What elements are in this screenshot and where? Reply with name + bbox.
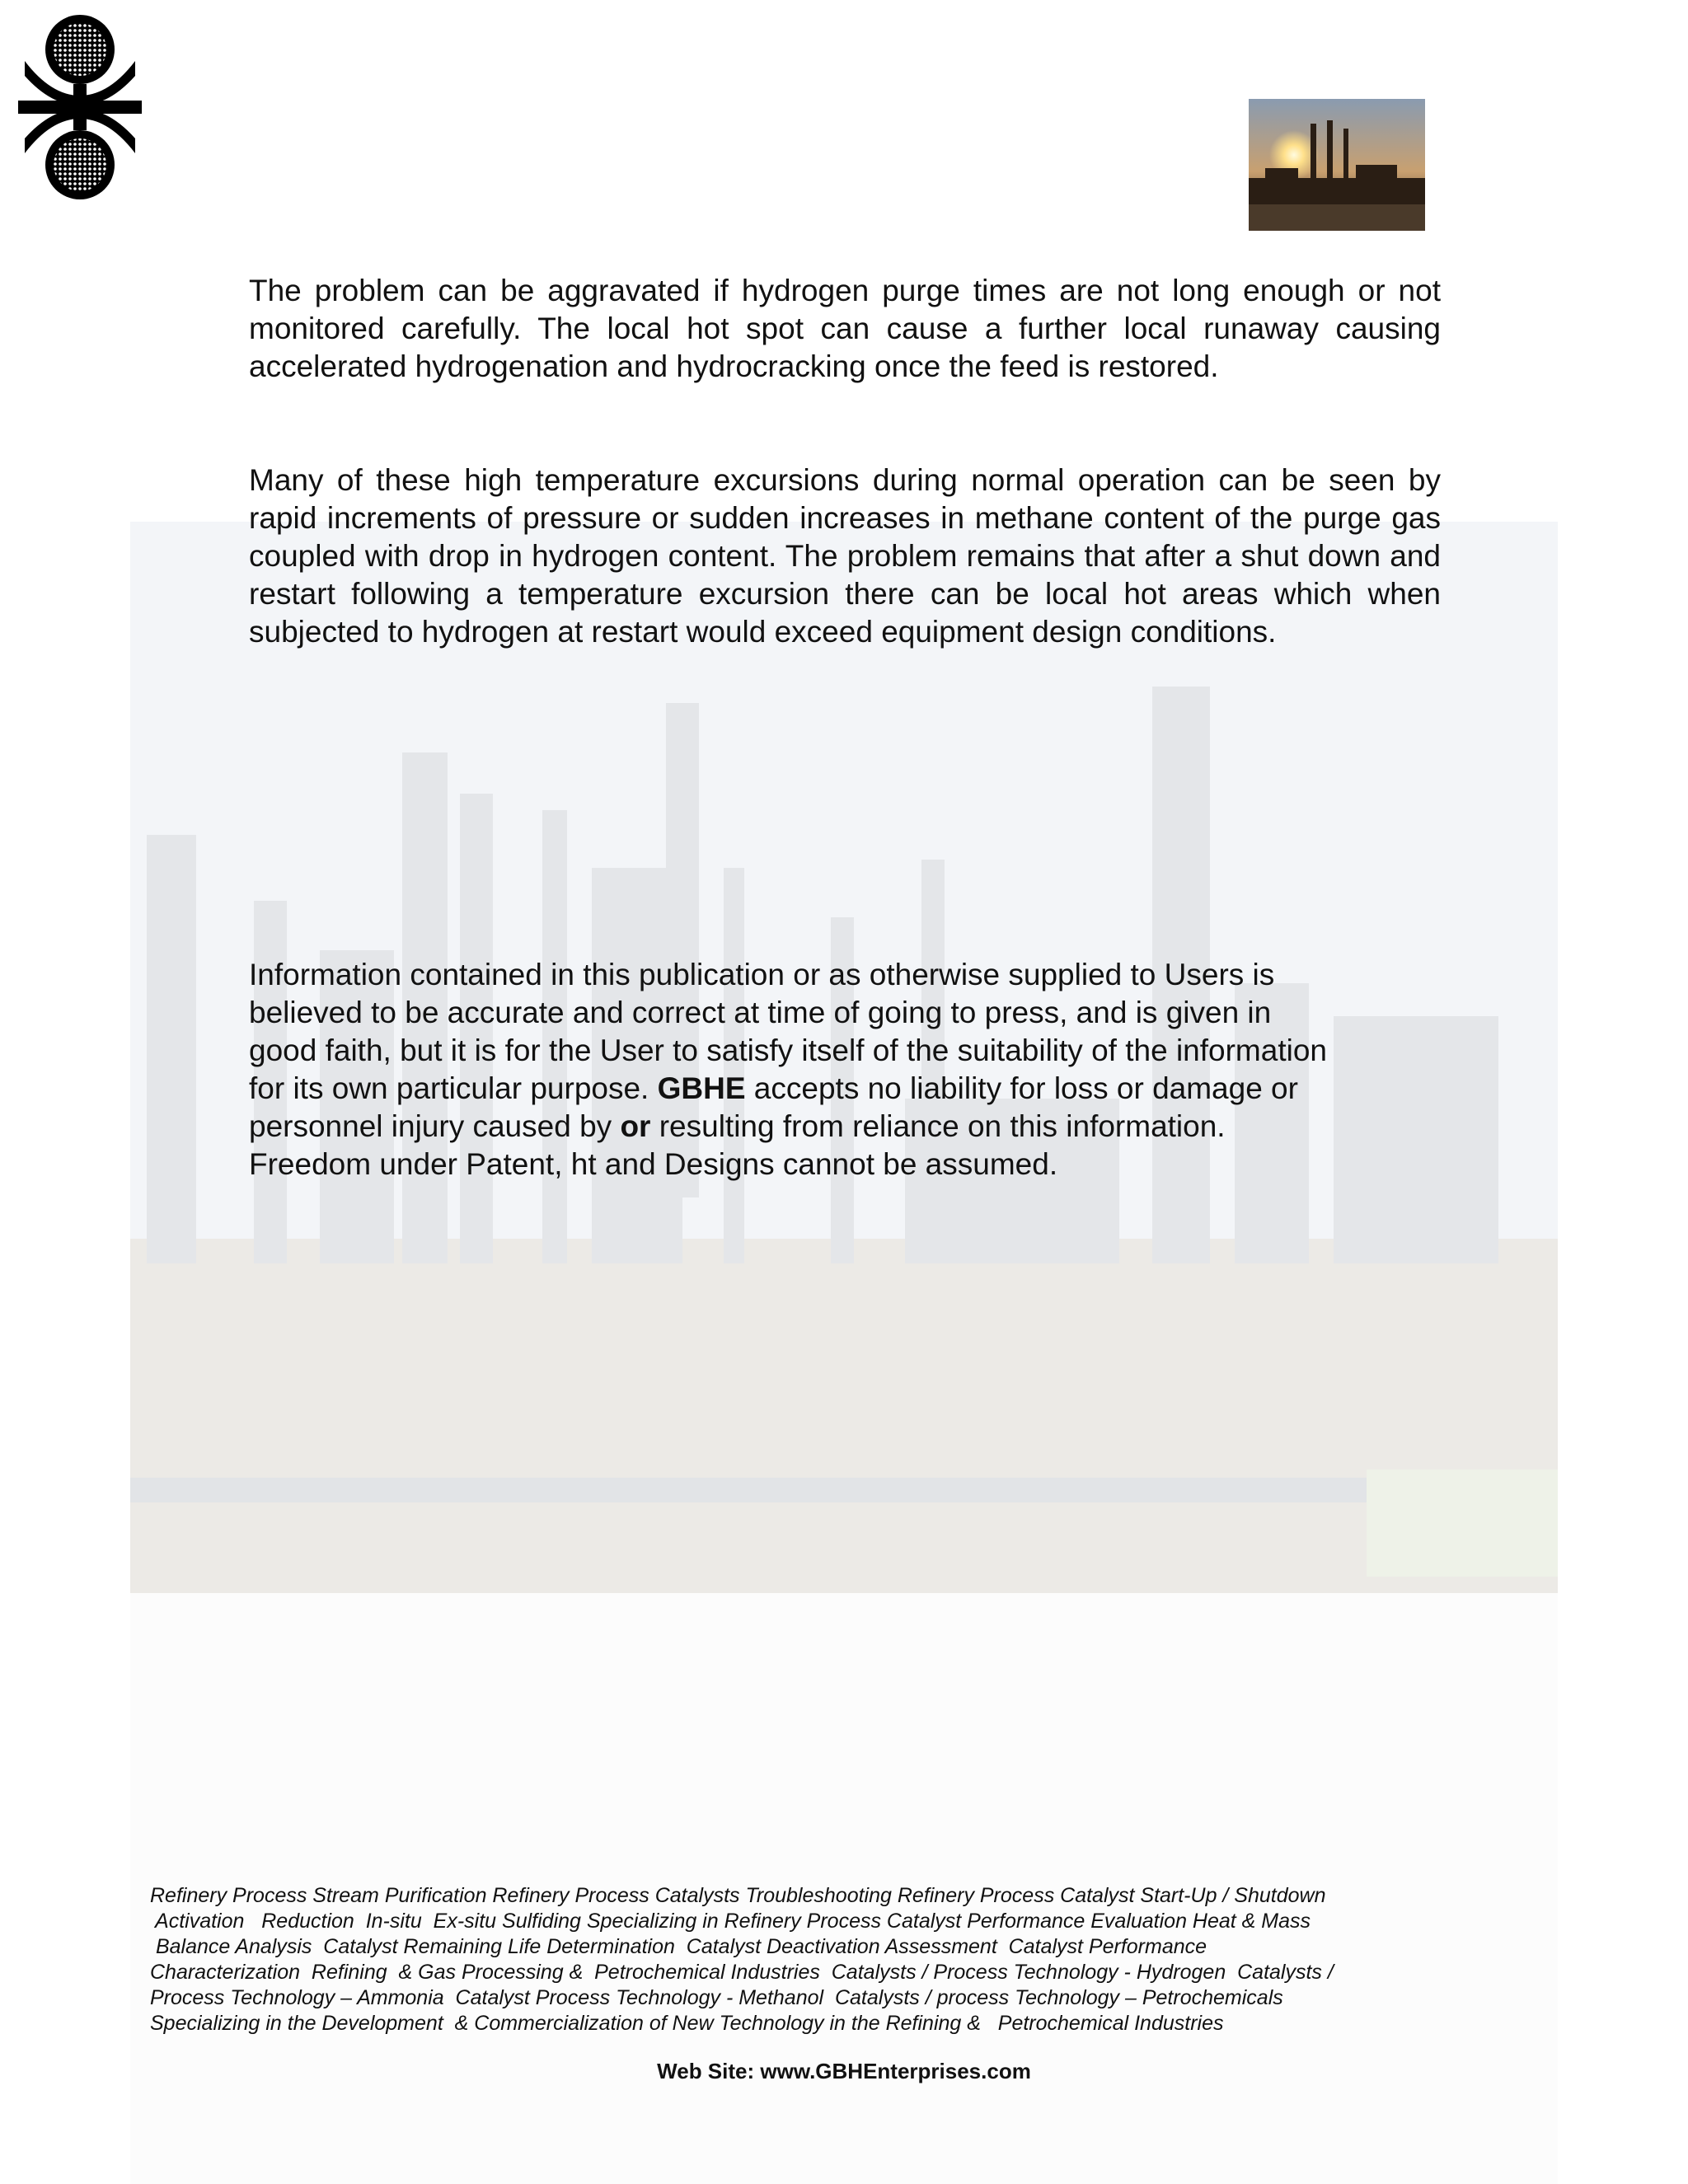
refinery-sunset-photo bbox=[1249, 99, 1425, 231]
body-paragraph-1: The problem can be aggravated if hydrogen purge times are not long enough or not monitored carefully. The local hot spot can cause a further local runaway causing accelerated hydrogenation and hydrocracking once the feed is restored. bbox=[249, 274, 1441, 383]
disclaimer-text: personnel injury caused by bbox=[249, 1109, 621, 1143]
footer-service-line: Refinery Process Stream Purification Refinery Process Catalysts Troubleshooting Refinery Process Catalyst Start-Up / Shutdown bbox=[150, 1884, 1326, 1907]
disclaimer-line bbox=[249, 1070, 1441, 1108]
disclaimer-line: believed to be accurate and correct at time of going to press, and is given in bbox=[249, 996, 1272, 1029]
gbhe-logo-icon bbox=[18, 13, 142, 201]
disclaimer-line: Freedom under Patent, ht and Designs cannot be assumed. bbox=[249, 1147, 1058, 1181]
footer-service-line: Specializing in the Development & Commercialization of New Technology in the Refining & Petrochemical Industries bbox=[150, 2012, 1224, 2035]
disclaimer-line: Information contained in this publication or as otherwise supplied to Users is bbox=[249, 958, 1275, 991]
disclaimer-text: resulting from reliance on this information. bbox=[650, 1109, 1226, 1143]
body-paragraph-2: Many of these high temperature excursions during normal operation can be seen by rapid increments of pressure or sudden increases in methane content of the purge gas coupled with drop in hydrogen content. The problem remains that after a shut down and restart following a temperature excursion there can be local hot areas which when subjected to hydrogen at restart would exceed equipment design conditions. bbox=[249, 463, 1441, 649]
footer-service-line: Process Technology – Ammonia Catalyst Process Technology - Methanol Catalysts / process Technology – Petrochemicals bbox=[150, 1986, 1283, 2009]
footer-service-line: Activation Reduction In-situ Ex-situ Sulfiding Specializing in Refinery Process Catalyst Performance Evaluation Heat & Mass bbox=[150, 1910, 1311, 1933]
disclaimer-text: for its own particular purpose. bbox=[249, 1071, 658, 1105]
company-name: GBHE bbox=[657, 1071, 746, 1105]
footer-service-line: Balance Analysis Catalyst Remaining Life Determination Catalyst Deactivation Assessment Catalyst Performance bbox=[150, 1935, 1207, 1958]
footer-services bbox=[150, 1883, 1452, 2036]
disclaimer-line bbox=[249, 1108, 1441, 1146]
disclaimer-emphasis: or bbox=[620, 1109, 651, 1143]
disclaimer-block bbox=[249, 956, 1441, 1183]
footer-service-line: Characterization Refining & Gas Processing & Petrochemical Industries Catalysts / Process Technology - Hydrogen Catalysts / bbox=[150, 1961, 1334, 1984]
website-link[interactable]: Web Site: www.GBHEnterprises.com bbox=[657, 2059, 1031, 2083]
disclaimer-line: good faith, but it is for the User to satisfy itself of the suitability of the information bbox=[249, 1033, 1327, 1067]
disclaimer-text: accepts no liability for loss or damage or bbox=[745, 1071, 1298, 1105]
